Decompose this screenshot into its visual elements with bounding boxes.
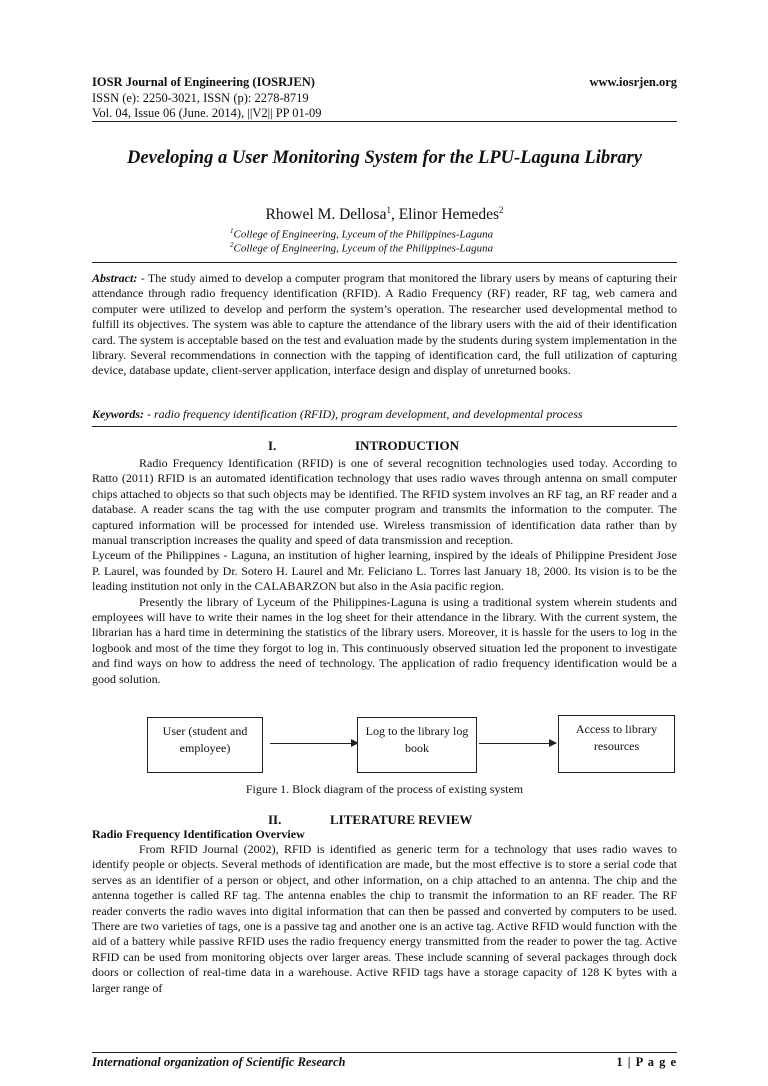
keywords [92,407,677,422]
diagram-box-label: Log to the library log book [365,724,469,755]
section-title: INTRODUCTION [355,438,460,453]
affiliation-sup: 2 [230,241,234,249]
diagram-box-label: User (student and employee) [162,724,248,755]
literature-body [92,842,677,996]
page-footer [92,1055,677,1070]
abstract [92,271,677,379]
paper-title: Developing a User Monitoring System for the LPU-Laguna Library [127,148,642,168]
intro-body [92,456,677,687]
diagram-box-logbook [357,717,477,773]
affiliation-text: College of Engineering, Lyceum of the Philippines-Laguna [233,242,494,255]
diagram-box-user [147,717,263,773]
section-title: LITERATURE REVIEW [330,812,473,827]
keywords-text: - radio frequency identification (RFID), program development, and developmental process [144,407,583,421]
journal-name: IOSR Journal of Engineering (IOSRJEN) [92,75,315,89]
author-line [92,205,677,224]
keywords-divider [92,426,677,427]
footer-org: International organization of Scientific Research [92,1055,346,1069]
diagram-box-access [558,715,675,773]
paragraph: Radio Frequency Identification (RFID) is one of several recognition technologies used today. According to Ratto (2011) RFID is an automated identification technology that uses radio waves through antenna on small computer chips attached to objects so that such objects may be identified. The RFID system involves an RF tag, an RF reader and a database. A reader scans the tag with the use computer program and transmits the information to the computer. The captured information will be processed for intended use. Wireless transmission of identification data rather than by manual transcription increases the quality and speed of data transmission and reception. [92,456,677,548]
author-name: Elinor Hemedes [398,206,500,224]
affiliation [230,227,493,241]
arrow-icon [270,743,358,744]
section-number: I. [268,438,277,453]
journal-header [92,75,677,122]
journal-volume: Vol. 04, Issue 06 (June. 2014), ||V2|| PP 01-09 [92,106,322,120]
subsection-heading: Radio Frequency Identification Overview [92,827,305,841]
page-number: 1 | P a g e [616,1055,677,1069]
journal-website: www.iosrjen.org [589,75,677,89]
affiliation [230,241,493,255]
abstract-text: - The study aimed to develop a computer program that monitored the library users by means of capturing their attendance through radio frequency identification (RFID). A Radio Frequency (RF) reader, RF tag, web camera and computer were utilized to develop and perform the system’s operation. The researcher used developmental method to fulfill its objectives. The system was able to capture the attendance of the library users with the aid of their identification card. The system is acceptable based on the test and evaluation made by the students during system implementation in the library. Several recommendations in connection with the tapping of identification card, the full utilization of capturing device, database update, client-server application, interface design and display of unreturned books. [92,271,677,378]
paragraph: From RFID Journal (2002), RFID is identified as generic term for a technology that uses radio waves to identify people or objects. Several methods of identification are made, but the most effective is to store a serial code that serves as an identifier of a person or object, and other information, on a chip attached to an antenna. The chip and the antenna together is called RF tag. The antenna enables the chip to transmit the information to an RF reader. The RF reader converts the radio waves into digital information that can then be passed and converted by computers to be used. There are two varieties of tags, one is a passive tag and another one is an active tag. Active RFID would function with the aid of a battery while passive RFID uses the radio frequency energy transmitted from the reader to power the tag. Active RFID can be used from monitoring objects over larger areas. These include scanning of several packages through dock doors or collection of real-time data in a warehouse. Active RFID tags have a storage capacity of 128 K bytes with a larger range of [92,842,677,995]
author-sup: 1 [386,205,391,215]
header-divider [92,121,677,122]
abstract-top-divider [92,262,677,263]
affiliation-sup: 1 [230,227,234,235]
journal-issn: ISSN (e): 2250-3021, ISSN (p): 2278-8719 [92,90,309,105]
abstract-label: Abstract: [92,271,138,285]
paragraph: Presently the library of Lyceum of the Philippines-Laguna is using a traditional system wherein students and employees will have to write their names in the log sheet for their attendance in the library. With the current system, the librarian has a hard time in determining the statistics of the library users. Moreover, it is hassle for the users to log in the logbook and most of the time they forgot to log in. This continuously observed situation led the proponent to investigate and find ways on how to address the need of technology. The application of radio frequency identification would be a good solution. [92,594,677,686]
author-name: Rhowel M. Dellosa [265,206,387,224]
paragraph: Lyceum of the Philippines - Laguna, an institution of higher learning, inspired by the ideals of Philippine President Jose P. Laurel, was founded by Dr. Sotero H. Laurel and Mr. Feliciano L. Torres last January 18, 2000. Its vision is to be the leading institution not only in the CALABARZON but also in the Asia pacific region. [92,548,677,594]
keywords-label: Keywords: [92,407,144,421]
affiliation-text: College of Engineering, Lyceum of the Philippines-Laguna [233,228,494,241]
diagram-box-label: Access to library resources [575,722,658,753]
arrow-icon [479,743,556,744]
figure-caption: Figure 1. Block diagram of the process of existing system [245,782,524,796]
author-sup: 2 [499,205,504,215]
section-number: II. [268,812,282,827]
author-separator: , [390,206,399,224]
footer-divider [92,1052,677,1053]
